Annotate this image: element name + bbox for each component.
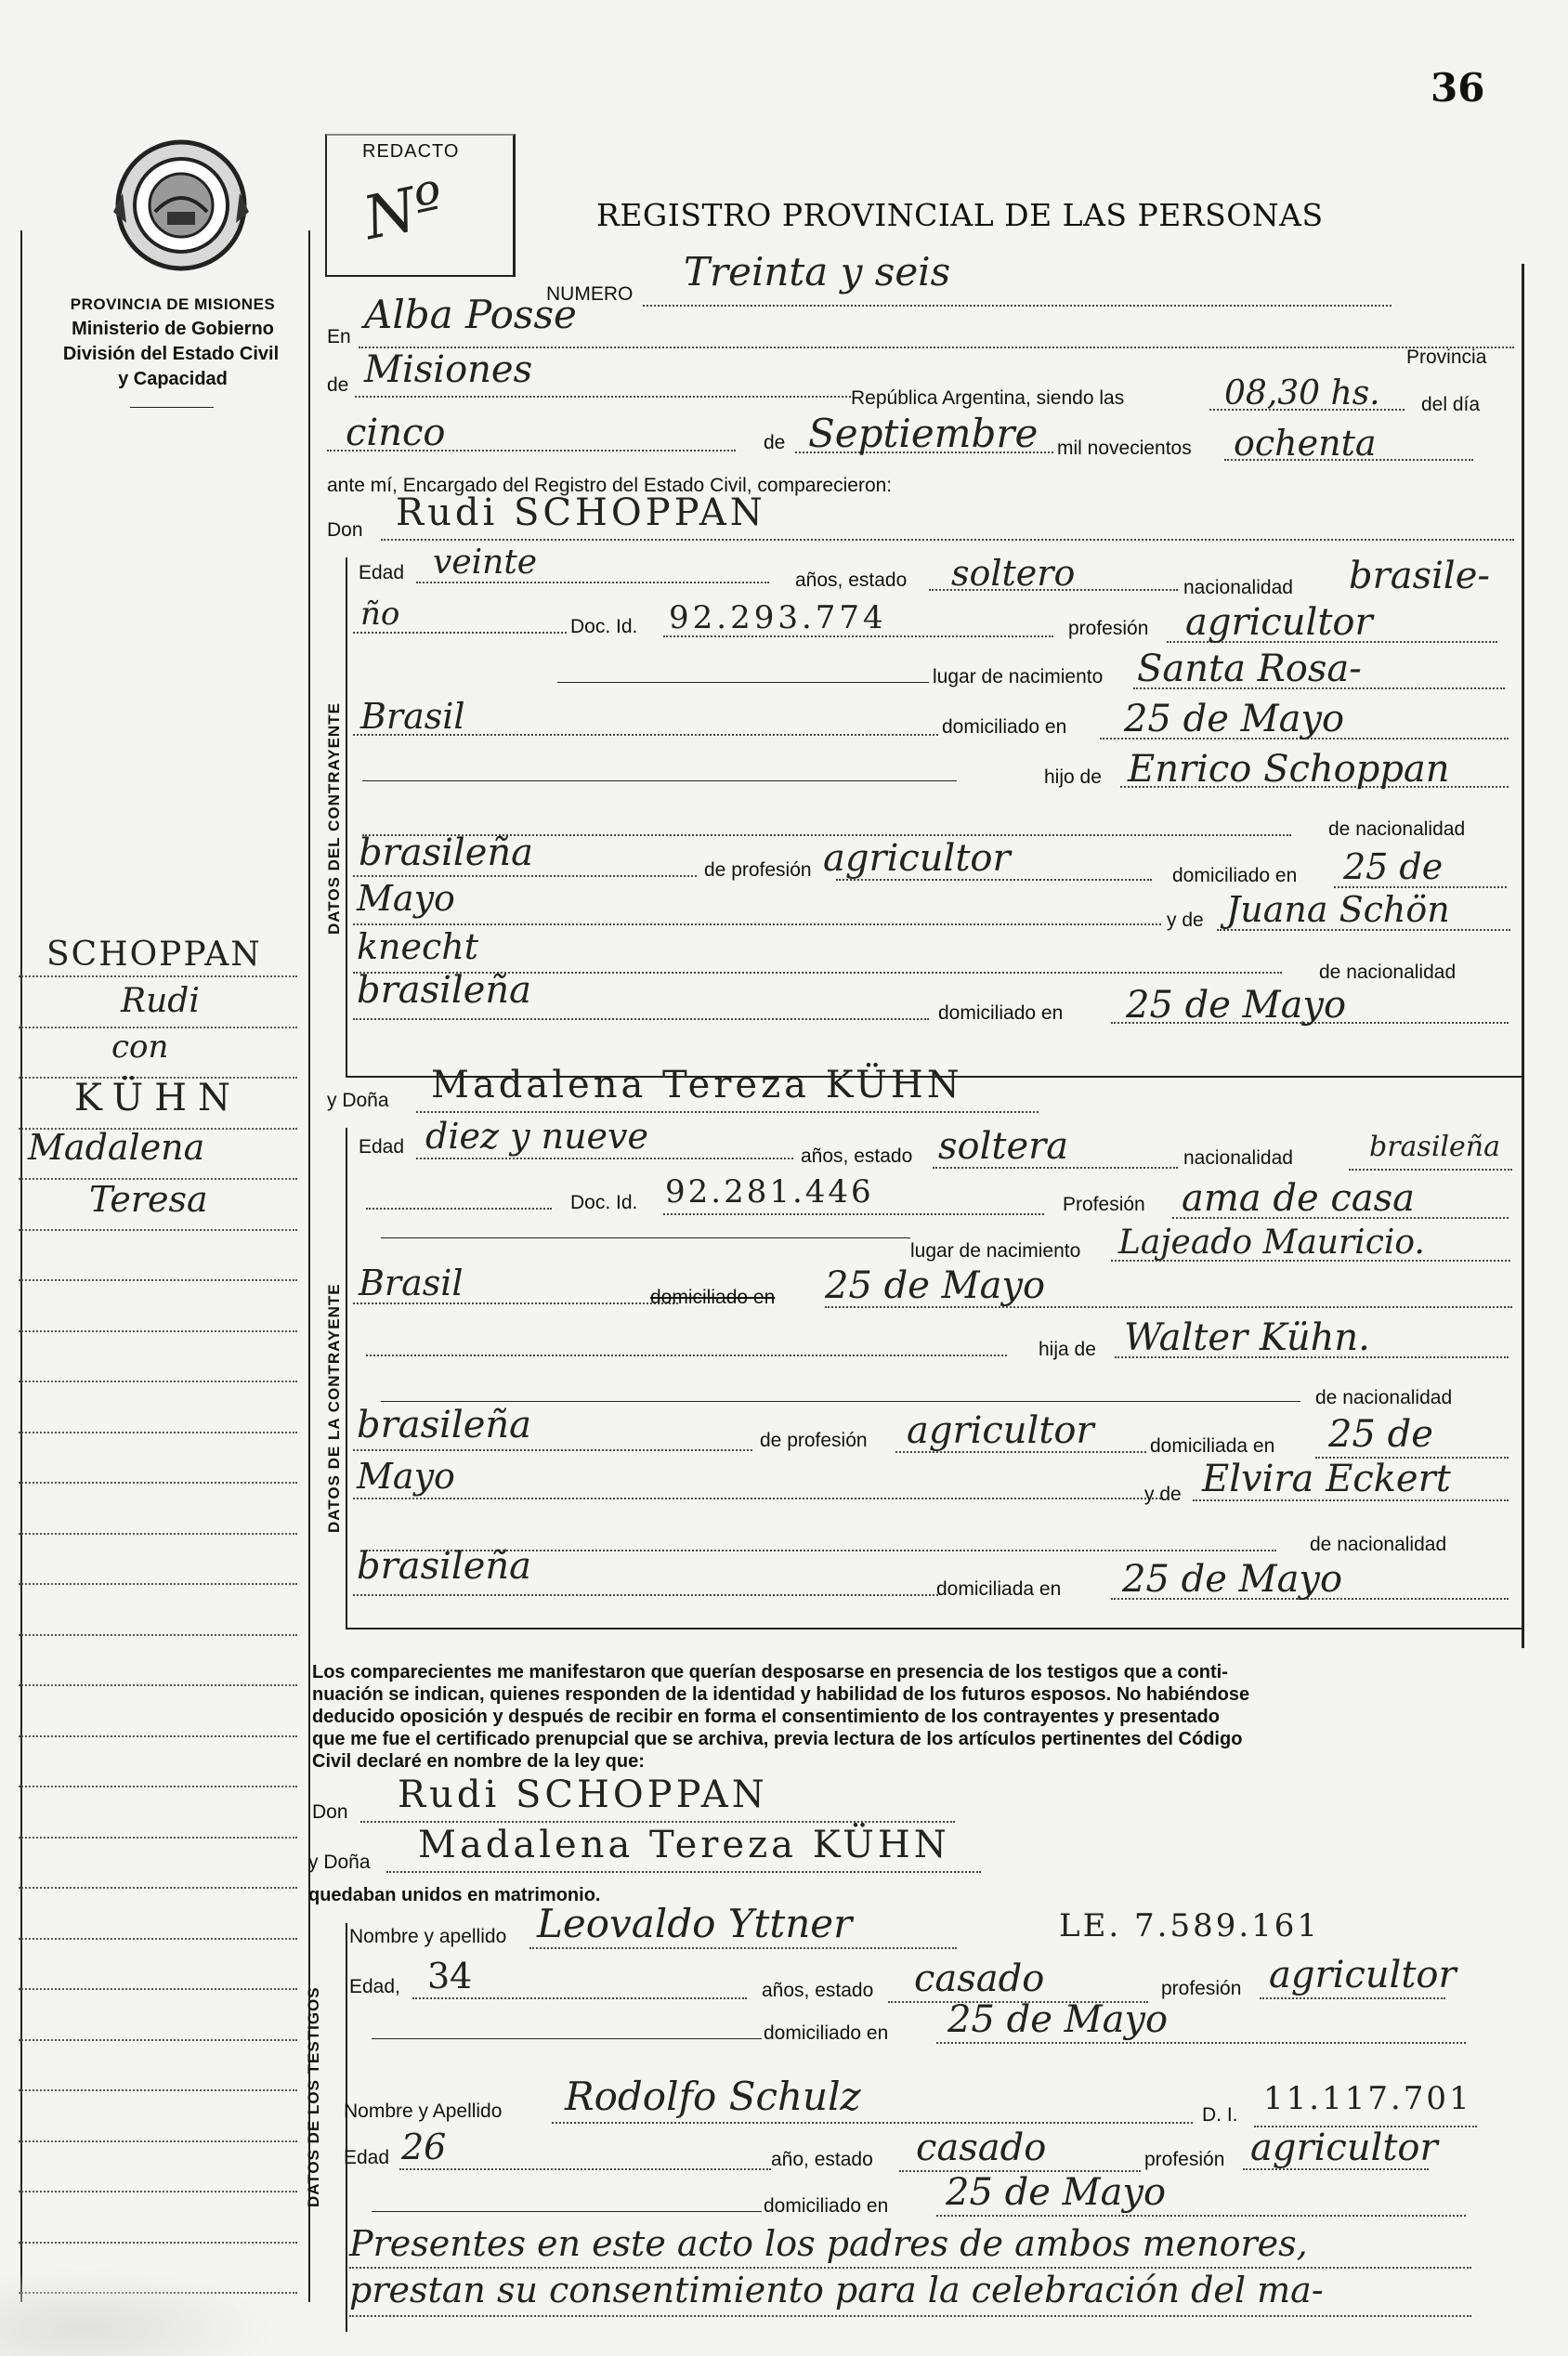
margin-rule [19, 1786, 297, 1787]
margin-rule [19, 1533, 297, 1535]
t2-edad-label: Edad [344, 2147, 390, 2168]
margin-rule [19, 1837, 297, 1839]
f-padre-dom-value2: Mayo [357, 1456, 455, 1497]
c-padre-prof-value: agricultor [823, 837, 1011, 880]
c-lugar-value2: Brasil [360, 696, 465, 737]
decl-line4: que me fue el certificado prenupcial que se archiva, previa lectura de los artículos pertinentes del Código [312, 1729, 1243, 1749]
margin-note-con: con [111, 1028, 169, 1066]
c-padre-value: Enrico Schoppan [1128, 748, 1450, 791]
c-prof-value: agricultor [1185, 601, 1373, 644]
c-lugar-label: lugar de nacimiento [933, 666, 1104, 687]
c-nac-value2: ño [360, 596, 400, 633]
f-madre-dom-label: domiciliada en [936, 1578, 1062, 1600]
en-value: Alba Posse [364, 292, 577, 337]
f-nac-value: brasileña [1369, 1131, 1500, 1163]
stamp-mark: Nº [358, 169, 451, 255]
decl-don-label: Don [312, 1801, 348, 1823]
c-y-de-label: y de [1167, 910, 1204, 931]
margin-rule [19, 1229, 297, 1231]
margin-rule [19, 2089, 297, 2091]
agency-line2: Ministerio de Gobierno [72, 319, 274, 339]
decl-unidos: quedaban unidos en matrimonio. [308, 1885, 601, 1905]
t2-edad-value: 26 [401, 2127, 447, 2167]
margin-rule [19, 1988, 297, 1990]
dona-value: Madalena Tereza KÜHN [431, 1064, 963, 1106]
margin-note-name1: Rudi [121, 982, 200, 1020]
f-padre-prof-value: agricultor [907, 1409, 1094, 1452]
provincia-label: Provincia [1406, 347, 1487, 368]
f-hija-label: hija de [1039, 1339, 1096, 1360]
dona-label: y Doña [327, 1090, 389, 1111]
margin-rule [19, 1583, 297, 1585]
t2-prof-value: agricultor [1250, 2127, 1438, 2169]
f-dom-label: domiciliado en [650, 1287, 776, 1308]
f-edad-value: diez y nueve [425, 1116, 649, 1157]
decl-line3: deducido oposición y después de recibir en forma el consentimiento de los contrayentes y presentado [312, 1707, 1220, 1727]
hora-value: 08,30 hs. [1224, 374, 1380, 412]
t1-edad-label: Edad, [349, 1976, 400, 1997]
testigos-nota1: Presentes en este acto los padres de ambos menores, [349, 2223, 1308, 2264]
c-nac-label: nacionalidad [1183, 577, 1293, 598]
republica-label: República Argentina, siendo las [851, 387, 1125, 409]
testigos-nota2: prestan su consentimiento para la celebración del ma- [349, 2270, 1324, 2310]
de2-label: de [764, 432, 786, 453]
del-dia-label: del día [1421, 394, 1481, 415]
t1-anios-label: años, estado [762, 1980, 874, 2001]
f-nac-label: nacionalidad [1183, 1147, 1293, 1169]
page-title: REGISTRO PROVINCIAL DE LAS PERSONAS [596, 197, 1324, 233]
f-madre-value: Elvira Eckert [1202, 1458, 1451, 1500]
c-prof-label: profesión [1068, 618, 1149, 639]
f-lugar-label: lugar de nacimiento [910, 1240, 1081, 1262]
c-madre-dom-label: domiciliado en [938, 1002, 1064, 1024]
t2-anios-label: año, estado [771, 2149, 873, 2170]
margin-note-name2a: Madalena [28, 1127, 205, 1168]
margin-rule [19, 2039, 297, 2041]
side-label-contrayente: DATOS DEL CONTRAYENTE [325, 702, 343, 935]
c-anios-label: años, estado [795, 569, 908, 591]
c-de-prof-label: de profesión [704, 859, 812, 881]
c-dom-label: domiciliado en [942, 716, 1067, 738]
c-doc-value: 92.293.774 [669, 599, 887, 636]
de-value: Misiones [364, 348, 533, 391]
c-madre-value1: Juana Schön [1226, 889, 1450, 930]
ante-text: ante mí, Encargado del Registro del Estado Civil, comparecieron: [327, 475, 893, 496]
agency-line3: División del Estado Civil [62, 344, 280, 364]
f-de-prof-label: de profesión [760, 1430, 868, 1451]
f-doc-value: 92.281.446 [665, 1173, 874, 1211]
numero-label: NUMERO [546, 283, 634, 305]
margin-rule [19, 1634, 297, 1636]
c-estado-value: soltero [951, 553, 1076, 594]
agency-line4: y Capacidad [118, 369, 228, 389]
f-madre-nac-value: brasileña [357, 1545, 531, 1588]
margin-rule [19, 1279, 297, 1281]
c-padre-dom-value1: 25 de [1343, 846, 1444, 887]
c-edad-value: veinte [433, 543, 538, 582]
mil-label: mil novecientos [1057, 438, 1192, 459]
mes-value: Septiembre [808, 411, 1039, 456]
c-edad-label: Edad [359, 562, 405, 583]
decl-line5: Civil declaré en nombre de la ley que: [312, 1751, 645, 1772]
numero-value: Treinta y seis [684, 249, 951, 294]
t1-prof-value: agricultor [1269, 1954, 1457, 1996]
f-prof-value: ama de casa [1182, 1177, 1415, 1220]
t1-prof-label: profesión [1161, 1978, 1242, 1999]
margin-rule [19, 1482, 297, 1484]
agency-line1: PROVINCIA DE MISIONES [70, 295, 276, 313]
c-de-nac-label: de nacionalidad [1328, 818, 1466, 840]
f-estado-value: soltera [938, 1125, 1069, 1168]
t1-nombre-label: Nombre y apellido [349, 1926, 507, 1947]
f-lugar-value2: Brasil [359, 1263, 464, 1303]
c-padre-dom-label: domiciliado en [1172, 865, 1298, 886]
decl-line2: nuación se indican, quienes responden de la identidad y habilidad de los futuros esposos. No habiéndose [312, 1684, 1250, 1705]
margin-note-surname1: SCHOPPAN [46, 936, 262, 974]
t1-estado-value: casado [914, 1957, 1045, 2000]
c-madre-value2: knecht [357, 926, 479, 967]
decl-line1: Los comparecientes me manifestaron que querían desposarse en presencia de los testigos que a conti- [312, 1662, 1228, 1682]
c-de-nac-label2: de nacionalidad [1319, 962, 1457, 983]
t2-dom-value: 25 de Mayo [946, 2171, 1167, 2214]
f-padre-nac-value: brasileña [357, 1404, 531, 1446]
c-dom-value: 25 de Mayo [1124, 698, 1345, 740]
dia-value: cinco [346, 412, 446, 454]
f-de-nac-label: de nacionalidad [1315, 1387, 1453, 1408]
f-doc-label: Doc. Id. [570, 1192, 638, 1213]
f-padre-dom-label: domiciliada en [1150, 1435, 1275, 1457]
decl-dona-label: y Doña [308, 1852, 371, 1873]
c-madre-dom-value: 25 de Mayo [1126, 984, 1347, 1027]
margin-rule [19, 1684, 297, 1686]
f-lugar-value1: Lajeado Mauricio. [1118, 1224, 1425, 1262]
margin-note-surname2: KÜHN [74, 1077, 242, 1119]
stamp-label: REDACTO [362, 141, 460, 162]
margin-rule [19, 2242, 297, 2244]
t2-dom-label: domiciliado en [764, 2195, 889, 2217]
t2-prof-label: profesión [1144, 2149, 1225, 2170]
margin-rule [19, 1938, 297, 1940]
t2-nombre-value: Rodolfo Schulz [565, 2074, 861, 2119]
seal-icon [113, 137, 249, 273]
page-number: 36 [1431, 65, 1485, 111]
anio-value: ochenta [1234, 423, 1377, 464]
don-value: Rudi SCHOPPAN [396, 491, 766, 534]
f-padre-value: Walter Kühn. [1124, 1316, 1370, 1359]
t1-dom-label: domiciliado en [764, 2022, 889, 2044]
c-hijo-label: hijo de [1044, 766, 1102, 788]
margin-rule [19, 1381, 297, 1382]
c-lugar-value1: Santa Rosa- [1137, 648, 1362, 690]
f-edad-label: Edad [359, 1136, 405, 1158]
c-doc-label: Doc. Id. [570, 616, 638, 637]
margin-rule [19, 2191, 297, 2192]
decl-dona-value: Madalena Tereza KÜHN [418, 1824, 950, 1866]
provincial-seal [113, 137, 249, 273]
side-label-contrayenta: DATOS DE LA CONTRAYENTE [325, 1283, 343, 1533]
f-padre-dom-value1: 25 de [1328, 1413, 1433, 1456]
f-madre-dom-value: 25 de Mayo [1122, 1558, 1343, 1601]
margin-rule [19, 2140, 297, 2142]
en-label: En [327, 326, 351, 347]
t2-di-value: 11.117.701 [1263, 2080, 1472, 2117]
corner-smudge [0, 2267, 279, 2356]
f-prof-label: Profesión [1063, 1194, 1145, 1215]
de-label: de [327, 374, 349, 396]
decl-don-value: Rudi SCHOPPAN [398, 1774, 768, 1816]
t1-dom-value: 25 de Mayo [947, 1998, 1169, 2041]
t2-estado-value: casado [916, 2127, 1047, 2169]
margin-note-name2b: Teresa [89, 1179, 208, 1220]
c-nac-value1: brasile- [1349, 555, 1490, 597]
margin-rule [19, 1735, 297, 1737]
don-label: Don [327, 519, 363, 541]
t1-le-value: LE. 7.589.161 [1059, 1907, 1321, 1944]
t1-nombre-value: Leovaldo Yttner [537, 1901, 853, 1946]
c-padre-nac-value: brasileña [359, 831, 533, 874]
f-anios-label: años, estado [801, 1145, 913, 1167]
margin-rule [19, 1432, 297, 1433]
side-label-testigos: DATOS DE LOS TESTIGOS [305, 1986, 322, 2207]
t2-nombre-label: Nombre y Apellido [344, 2101, 503, 2122]
f-de-nac-label2: de nacionalidad [1310, 1534, 1447, 1555]
margin-rule [19, 1887, 297, 1889]
c-padre-dom-value2: Mayo [357, 878, 455, 919]
t1-edad-value: 34 [427, 1956, 473, 1996]
margin-rule [19, 975, 297, 977]
redacto-stamp [325, 134, 516, 277]
f-y-de-label: y de [1144, 1484, 1182, 1505]
t2-di-label: D. I. [1202, 2104, 1238, 2126]
margin-rule [19, 1330, 297, 1332]
c-madre-nac-value: brasileña [357, 969, 531, 1012]
f-dom-value: 25 de Mayo [825, 1264, 1046, 1307]
